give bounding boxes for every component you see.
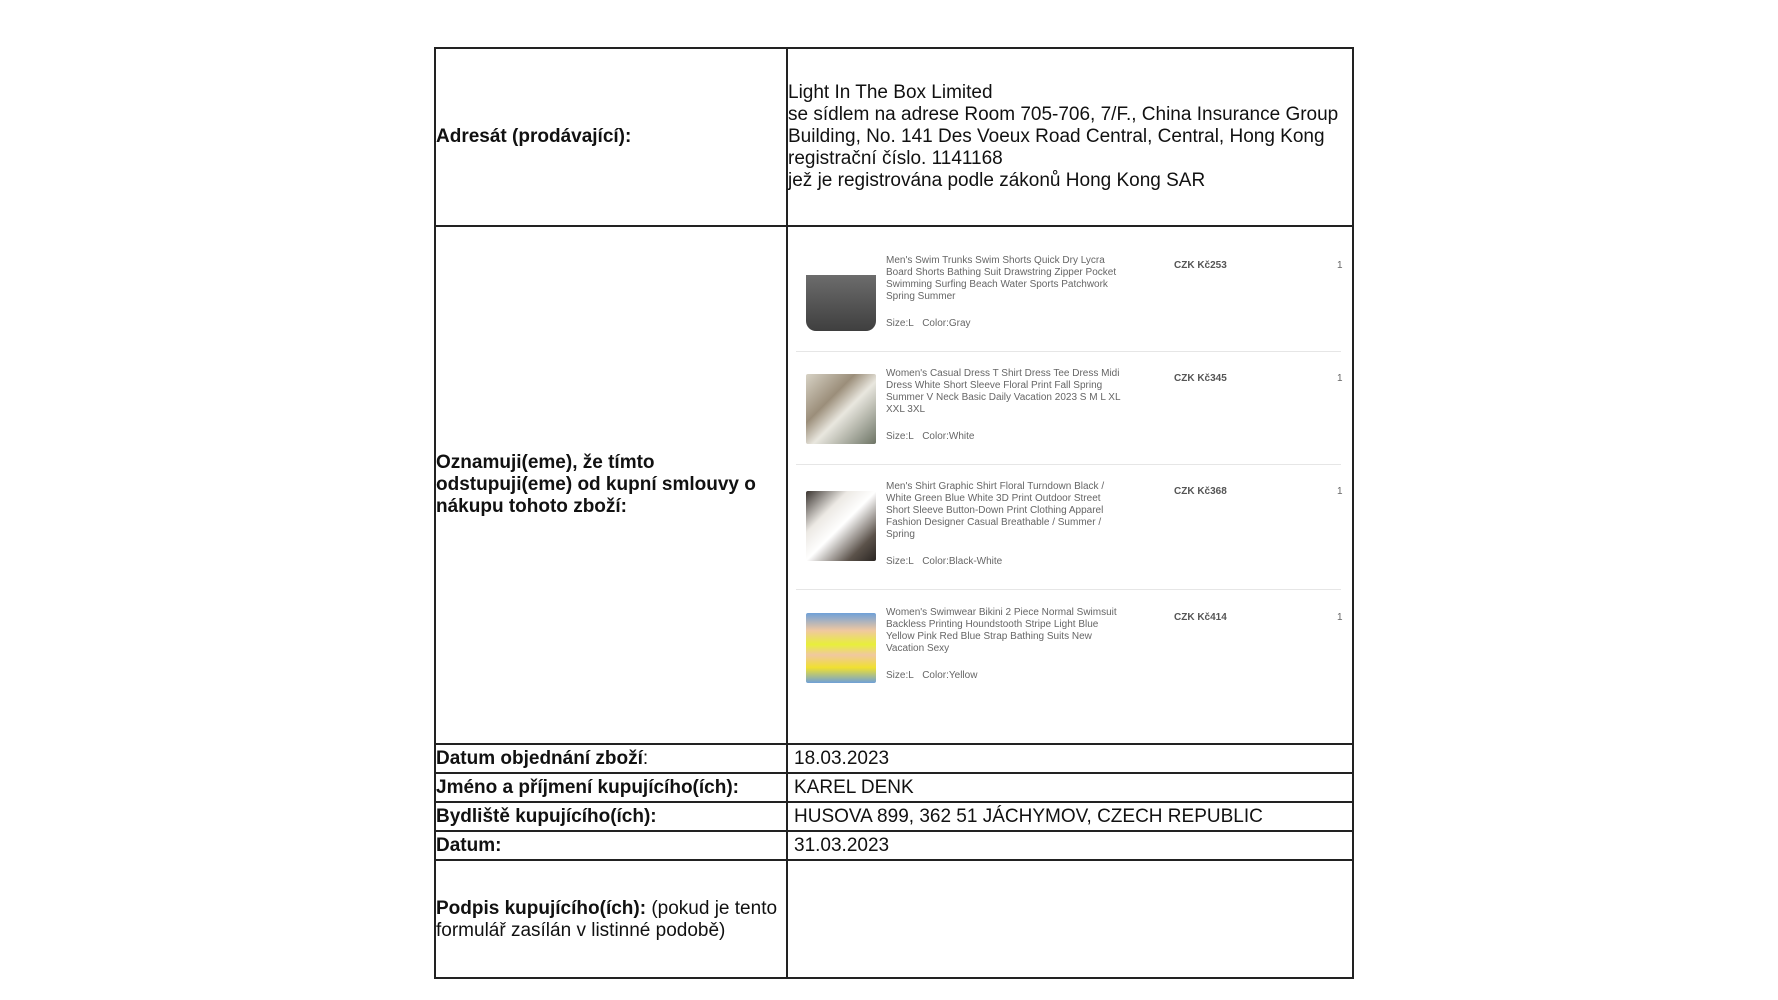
item-price: CZK Kč368	[1174, 486, 1227, 497]
order-item	[796, 352, 1341, 465]
order-date-label: Datum objednání zboží	[436, 747, 643, 769]
order-date-row	[436, 745, 1352, 774]
signature-label	[436, 898, 777, 942]
withdrawal-label-cell	[436, 227, 788, 743]
item-quantity: 1	[1337, 373, 1343, 384]
withdrawal-label-line: Oznamuji(eme), že tímto	[436, 452, 655, 473]
item-price: CZK Kč253	[1174, 260, 1227, 271]
order-date-colon: :	[642, 747, 649, 769]
item-color: Color:Yellow	[922, 670, 978, 681]
buyer-address-value: HUSOVA 899, 362 51 JÁCHYMOV, CZECH REPUBLIC	[794, 805, 1263, 827]
item-size: Size:L	[886, 670, 914, 681]
withdrawal-label-line: odstupuji(eme) od kupní smlouvy o	[436, 474, 756, 495]
withdrawal-form	[434, 47, 1354, 979]
signature-label-cell	[436, 861, 788, 979]
signature-field	[788, 861, 1352, 979]
signature-label-note: (pokud je tento	[646, 898, 778, 919]
items-cell	[788, 227, 1352, 743]
order-items-list	[788, 227, 1352, 743]
item-title: Women's Casual Dress T Shirt Dress Tee Dress Midi Dress White Short Sleeve Floral Print Fall Spring Summer V Neck Basic Daily Vacation 2023 S M L XL XXL 3XL	[886, 368, 1121, 415]
signature-label-note-line2: formulář zasílán v listinné podobě)	[436, 920, 726, 941]
product-image-dress	[806, 374, 876, 444]
product-image-bikini	[806, 613, 876, 683]
addressee-address	[788, 82, 1338, 192]
item-title: Men's Swim Trunks Swim Shorts Quick Dry Lycra Board Shorts Bathing Suit Drawstring Zipper Pocket Swimming Surfing Beach Water Sports Patchwork Spring Summer	[886, 255, 1117, 302]
buyer-name-label: Jméno a příjmení kupujícího(ích):	[436, 776, 739, 798]
withdrawal-label-line: nákupu tohoto zboží:	[436, 496, 628, 517]
item-color: Color:Gray	[922, 318, 971, 329]
buyer-name-value: KAREL DENK	[794, 776, 914, 798]
withdrawal-items-row	[436, 227, 1352, 745]
addressee-line: registrační číslo. 1141168	[788, 148, 1003, 169]
date-row	[436, 832, 1352, 861]
buyer-address-row	[436, 803, 1352, 832]
order-item	[796, 465, 1341, 590]
buyer-name-row	[436, 774, 1352, 803]
item-quantity: 1	[1337, 612, 1343, 623]
item-quantity: 1	[1337, 260, 1343, 271]
order-item	[796, 239, 1341, 352]
item-size: Size:L	[886, 431, 914, 442]
item-quantity: 1	[1337, 486, 1343, 497]
item-color: Color:White	[922, 431, 975, 442]
addressee-line: se sídlem na adrese Room 705-706, 7/F., China Insurance Group	[788, 104, 1339, 125]
item-color: Color:Black-White	[922, 556, 1003, 567]
addressee-row	[436, 49, 1352, 227]
product-image-swim-trunks	[806, 261, 876, 331]
date-label: Datum:	[436, 834, 502, 856]
addressee-line: Light In The Box Limited	[788, 82, 993, 103]
signature-label-bold: Podpis kupujícího(ích):	[436, 898, 647, 919]
order-item	[796, 591, 1341, 703]
addressee-line: Building, No. 141 Des Voeux Road Central, Central, Hong Kong	[788, 126, 1325, 147]
date-label-cell	[436, 832, 788, 859]
item-price: CZK Kč345	[1174, 373, 1227, 384]
item-attributes	[886, 313, 971, 335]
item-price: CZK Kč414	[1174, 612, 1227, 623]
item-attributes	[886, 426, 974, 448]
item-title: Men's Shirt Graphic Shirt Floral Turndown Black / White Green Blue White 3D Print Outdoor Street Short Sleeve Button-Down Print Clothing Apparel Fashion Designer Casual Breathable / Summer / Spring	[886, 481, 1105, 540]
item-size: Size:L	[886, 318, 914, 329]
addressee-line: jež je registrována podle zákonů Hong Kong SAR	[788, 170, 1206, 191]
addressee-value-cell	[788, 49, 1352, 225]
buyer-address-label-cell	[436, 803, 788, 830]
item-attributes	[886, 665, 977, 687]
order-date-value: 18.03.2023	[794, 747, 890, 769]
signature-row	[436, 861, 1352, 979]
buyer-address-label: Bydliště kupujícího(ích):	[436, 805, 657, 827]
addressee-label: Adresát (prodávající):	[436, 126, 632, 147]
item-title: Women's Swimwear Bikini 2 Piece Normal Swimsuit Backless Printing Houndstooth Stripe Light Blue Yellow Pink Red Blue Strap Bathing Suits New Vacation Sexy	[886, 607, 1117, 654]
buyer-name-label-cell	[436, 774, 788, 801]
addressee-label-cell	[436, 49, 788, 225]
withdrawal-label	[436, 452, 756, 518]
order-date-label-cell	[436, 745, 788, 772]
product-image-shirt	[806, 491, 876, 561]
item-attributes	[886, 551, 1002, 573]
date-value: 31.03.2023	[794, 834, 890, 856]
item-size: Size:L	[886, 556, 914, 567]
